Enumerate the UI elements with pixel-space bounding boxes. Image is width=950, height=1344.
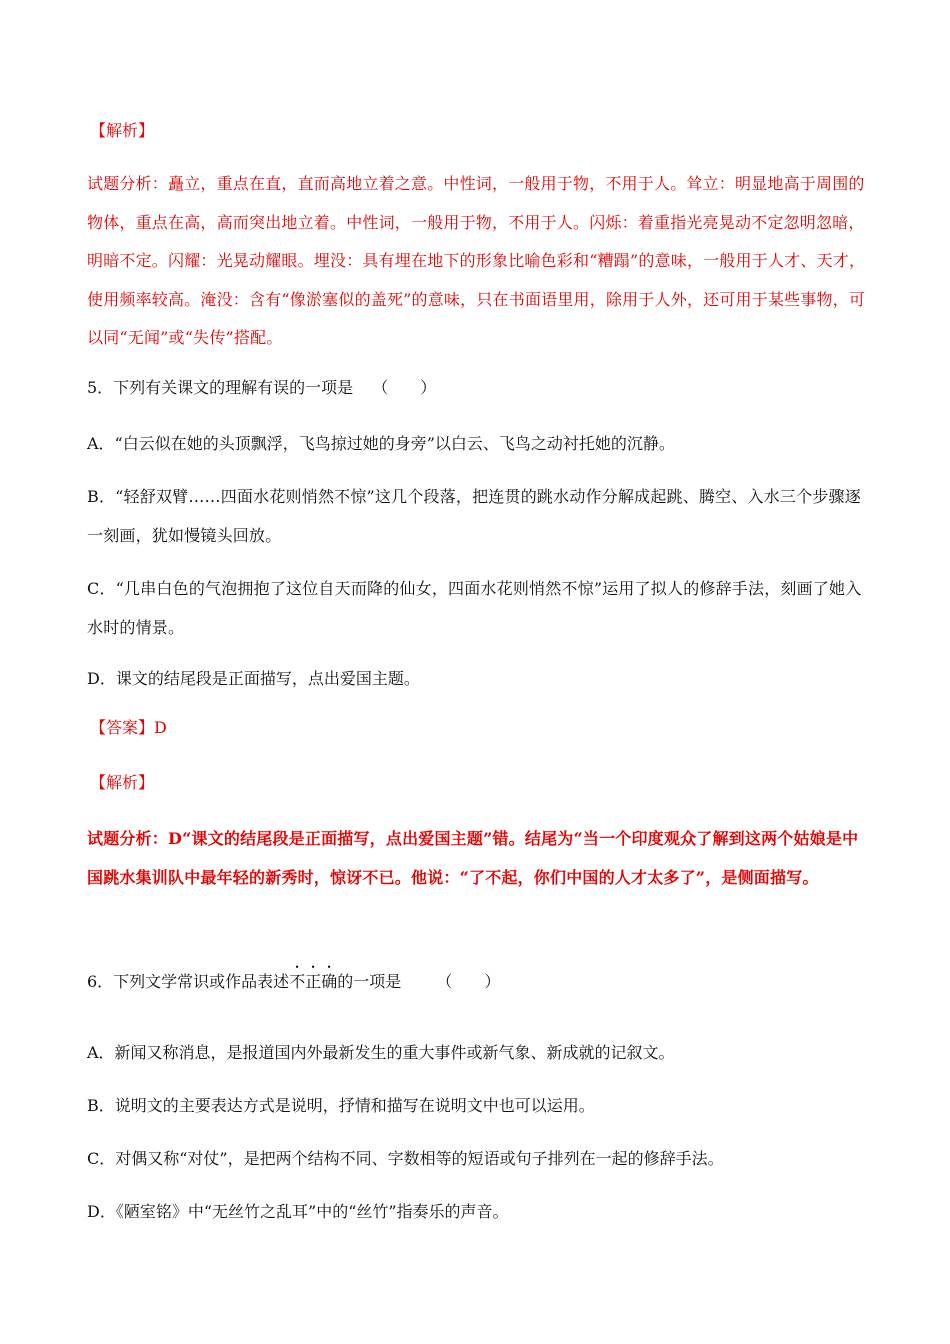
question-6-option-d: D．《陋室铭》中“无丝竹之乱耳”中的“丝竹”指奏乐的声音。 (87, 1202, 509, 1221)
answer-row (90, 715, 870, 738)
analysis-label: 【解析】 (90, 121, 155, 140)
question-5-option-d: D．课文的结尾段是正面描写，点出爱国主题。 (87, 669, 420, 688)
question-5-text: 5．下列有关课文的理解有误的一项是 (87, 378, 354, 397)
question-5-stem (87, 368, 867, 407)
question-6-emphasis: 不正确 (289, 972, 338, 991)
analysis-label-2: 【解析】 (90, 773, 155, 792)
question-6-text-pre: 6．下列文学常识或作品表述 (87, 972, 290, 991)
question-5-option-b: B．“轻舒双臂……四面水花则悄然不惊”这几个段落，把连贯的跳水动作分解成起跳、腾空、入水三个步骤逐一刻画，犹如慢镜头回放。 (87, 487, 861, 545)
analysis-text: 试题分析：矗立，重点在直，直而高地立着之意。中性词，一般用于物，不用于人。耸立：明显地高于周围的物体，重点在高，高而突出地立着。中性词，一般用于物，不用于人。闪烁：着重指光亮晃动不定忽明忽暗，明暗不定。闪耀：光晃动耀眼。埋没：具有埋在地下的形象比喻色彩和“糟蹋”的意味，一般用于人才、天才，使用频率较高。淹没：含有“像淤塞似的盖死”的意味，只在书面语里用，除用于人外，还可用于某些事物，可以同“无闻”或“失传”搭配。 (87, 174, 866, 347)
question-6-stem (87, 962, 867, 1001)
question-5-paren: （ ） (372, 378, 437, 397)
question-5-option-a: A．“白云似在她的头顶飘浮，飞鸟掠过她的身旁”以白云、飞鸟之动衬托她的沉静。 (87, 434, 675, 453)
question-6-option-c: C．对偶又称“对仗”，是把两个结构不同、字数相等的短语或句子排列在一起的修辞手法。 (87, 1149, 724, 1168)
question-6-option-a: A．新闻又称消息，是报道国内外最新发生的重大事件或新气象、新成就的记叙文。 (87, 1043, 675, 1062)
analysis-text-2: 试题分析：D“课文的结尾段是正面描写，点出爱国主题”错。结尾为“当一个印度观众了解到这两个姑娘是中国跳水集训队中最年轻的新秀时，惊讶不已。他说：“了不起，你们中国的人才太多了”，是侧面描写。 (87, 829, 859, 887)
question-5-option-c: C．“几串白色的气泡拥抱了这位自天而降的仙女，四面水花则悄然不惊”运用了拟人的修辞手法，刻画了她入水时的情景。 (87, 579, 862, 637)
question-6-option-b: B．说明文的主要表达方式是说明，抒情和描写在说明文中也可以运用。 (87, 1096, 595, 1115)
answer-value: D (154, 718, 167, 737)
question-6-paren: （ ） (436, 972, 501, 991)
answer-label: 【答案】 (90, 718, 155, 737)
question-6-text-post: 的一项是 (337, 972, 402, 991)
